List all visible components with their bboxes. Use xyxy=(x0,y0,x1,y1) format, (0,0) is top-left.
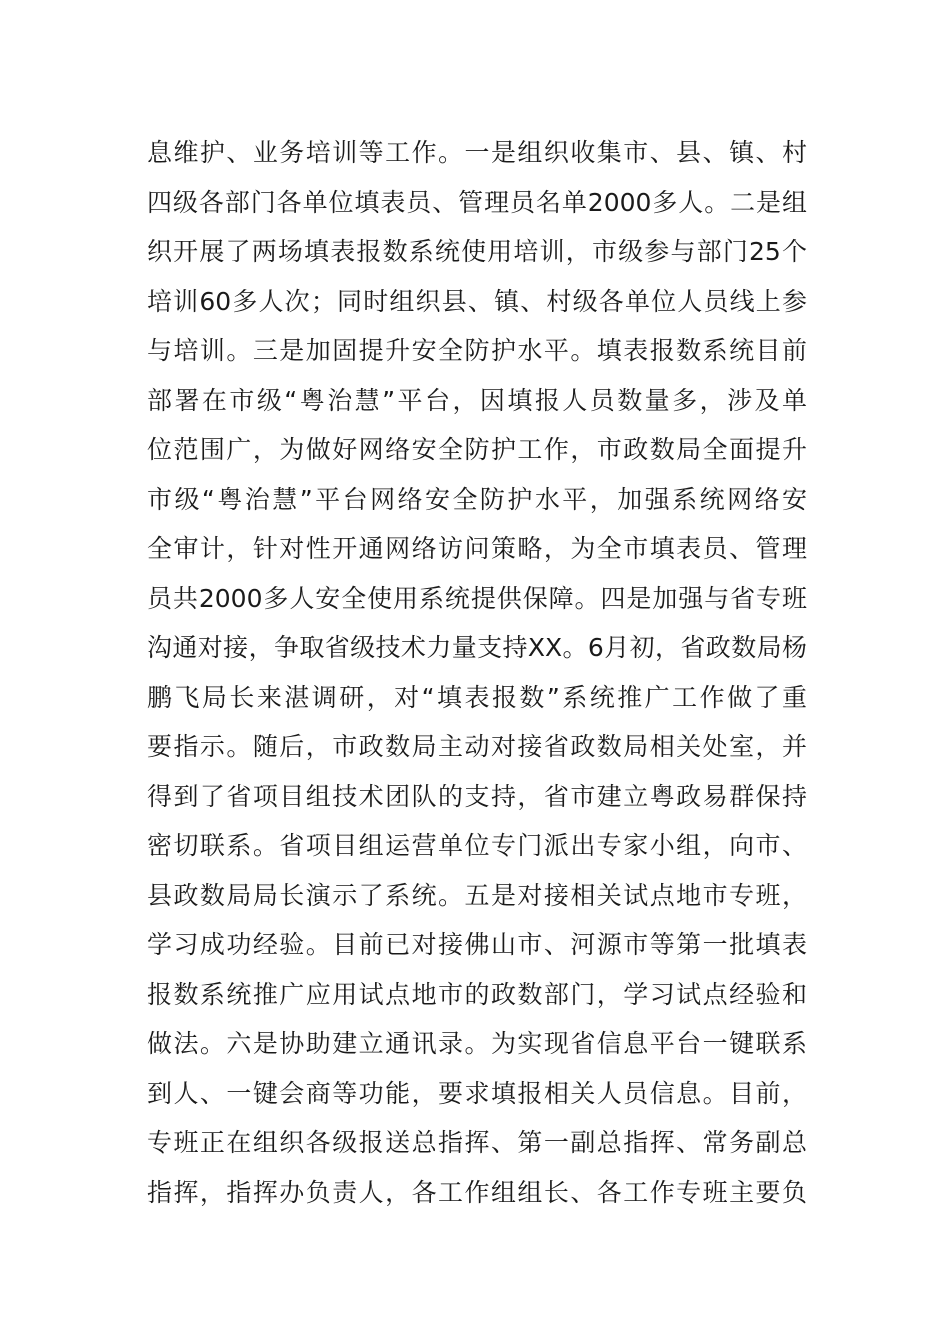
text-line-5: 与培训。三是加固提升安全防护水平。填表报数系统目前 xyxy=(147,336,807,365)
body-text xyxy=(147,128,807,1217)
text-line-11: 沟通对接，争取省级技术力量支持XX。6月初，省政数局杨 xyxy=(147,633,807,662)
text-line-17: 学习成功经验。目前已对接佛山市、河源市等第一批填表 xyxy=(147,930,807,959)
text-line-22: 指挥，指挥办负责人，各工作组组长、各工作专班主要负 xyxy=(147,1177,807,1207)
text-line-4: 培训60多人次；同时组织县、镇、村级各单位人员线上参 xyxy=(147,286,807,316)
text-line-1: 息维护、业务培训等工作。一是组织收集市、县、镇、村 xyxy=(147,138,807,167)
text-line-13: 要指示。随后，市政数局主动对接省政数局相关处室，并 xyxy=(147,732,807,761)
text-line-10: 员共2000多人安全使用系统提供保障。四是加强与省专班 xyxy=(147,583,807,613)
text-line-20: 到人、一键会商等功能，要求填报相关人员信息。目前， xyxy=(147,1078,807,1108)
text-line-15: 密切联系。省项目组运营单位专门派出专家小组，向市、 xyxy=(147,831,807,860)
text-line-21: 专班正在组织各级报送总指挥、第一副总指挥、常务副总 xyxy=(147,1128,807,1157)
text-line-18: 报数系统推广应用试点地市的政数部门，学习试点经验和 xyxy=(147,979,807,1009)
text-line-6: 部署在市级“粤治慧”平台，因填报人员数量多，涉及单 xyxy=(147,385,807,415)
text-line-7: 位范围广，为做好网络安全防护工作，市政数局全面提升 xyxy=(147,435,807,464)
text-line-19: 做法。六是协助建立通讯录。为实现省信息平台一键联系 xyxy=(147,1029,807,1058)
text-line-14: 得到了省项目组技术团队的支持，省市建立粤政易群保持 xyxy=(147,781,807,811)
text-line-3: 织开展了两场填表报数系统使用培训，市级参与部门25个 xyxy=(147,237,807,266)
text-line-12: 鹏飞局长来湛调研，对“填表报数”系统推广工作做了重 xyxy=(147,682,807,712)
text-line-16: 县政数局局长演示了系统。五是对接相关试点地市专班， xyxy=(147,880,807,910)
text-line-8: 市级“粤治慧”平台网络安全防护水平，加强系统网络安 xyxy=(147,484,807,514)
text-line-2: 四级各部门各单位填表员、管理员名单2000多人。二是组 xyxy=(147,187,807,217)
text-line-9: 全审计，针对性开通网络访问策略，为全市填表员、管理 xyxy=(147,534,807,563)
